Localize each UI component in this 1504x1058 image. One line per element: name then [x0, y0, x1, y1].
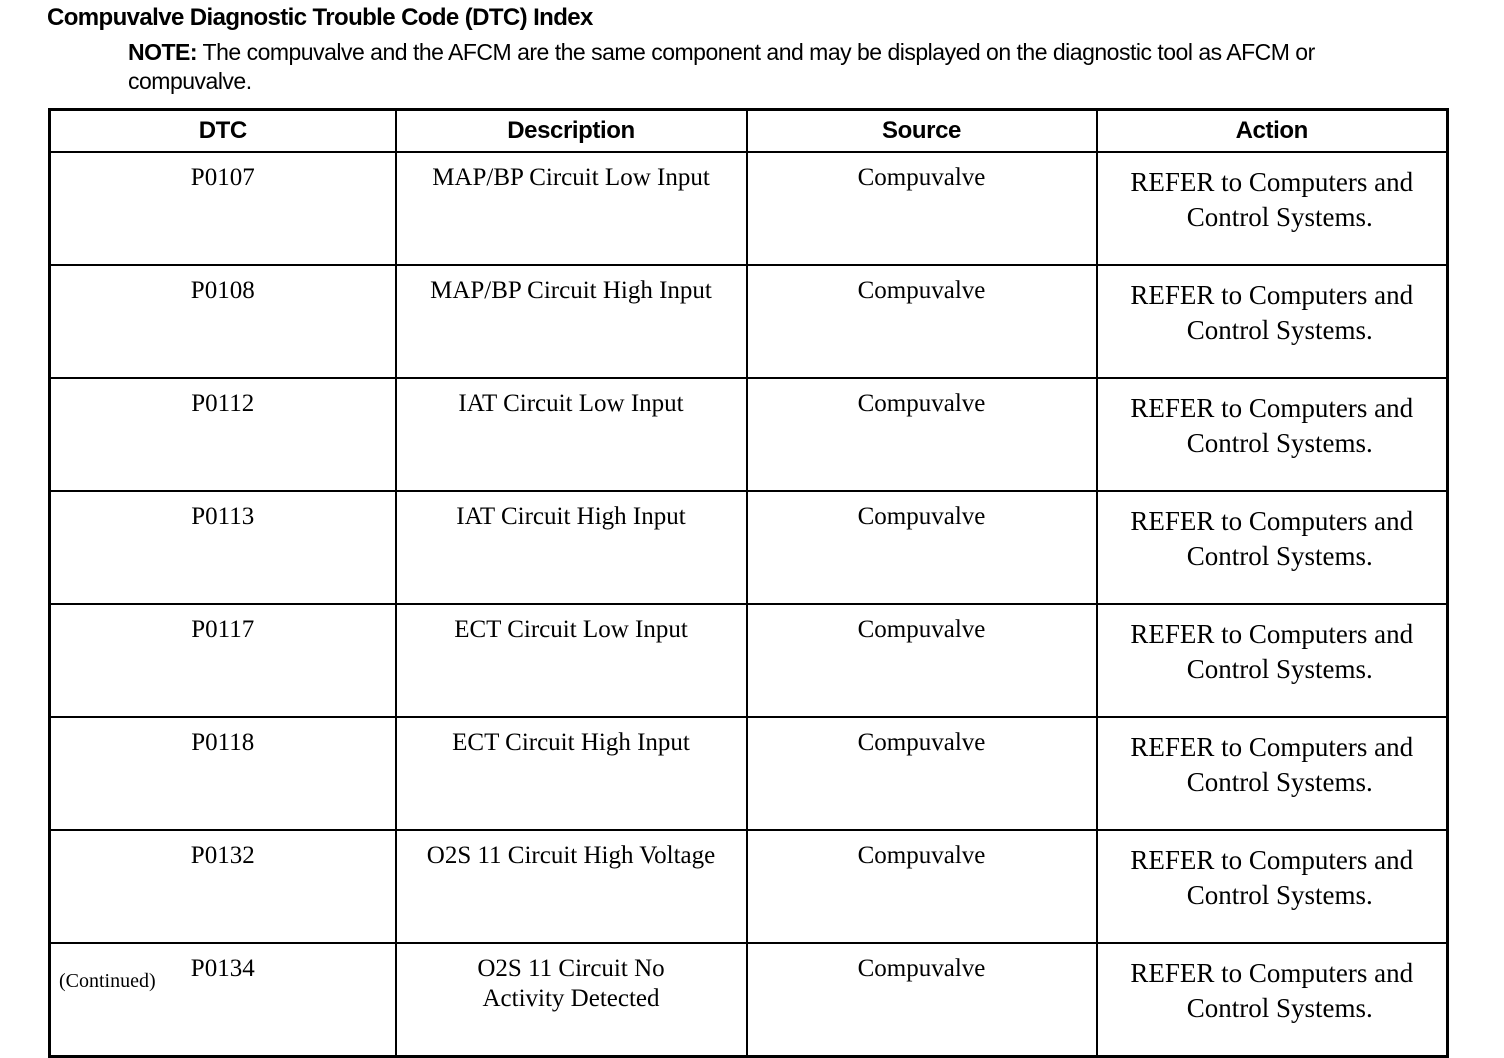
cell-description: MAP/BP Circuit Low Input	[396, 152, 747, 265]
cell-source: Compuvalve	[747, 830, 1097, 943]
header-description: Description	[396, 110, 747, 153]
cell-source: Compuvalve	[747, 604, 1097, 717]
action-line-1: REFER to Computers and	[1130, 845, 1414, 875]
cell-source: Compuvalve	[747, 152, 1097, 265]
cell-description: IAT Circuit High Input	[396, 491, 747, 604]
action-line-2: Control Systems.	[1186, 767, 1373, 797]
cell-action	[1097, 717, 1448, 830]
cell-source: Compuvalve	[747, 491, 1097, 604]
header-dtc: DTC	[50, 110, 396, 153]
cell-action	[1097, 830, 1448, 943]
table-row	[50, 943, 1448, 1057]
cell-source: Compuvalve	[747, 943, 1097, 1057]
cell-dtc: P0118	[50, 717, 396, 830]
cell-source: Compuvalve	[747, 378, 1097, 491]
cell-description: MAP/BP Circuit High Input	[396, 265, 747, 378]
cell-source: Compuvalve	[747, 265, 1097, 378]
cell-description: ECT Circuit High Input	[396, 717, 747, 830]
action-line-2: Control Systems.	[1186, 428, 1373, 458]
cell-dtc: P0134	[50, 943, 396, 1057]
table-row	[50, 604, 1448, 717]
dtc-index-table	[48, 108, 1449, 1058]
cell-dtc: P0132	[50, 830, 396, 943]
action-line-1: REFER to Computers and	[1130, 280, 1414, 310]
table-header-row	[50, 110, 1448, 153]
cell-action	[1097, 152, 1448, 265]
note-text: The compuvalve and the AFCM are the same component and may be displayed on the diagnostic tool as AFCM or compuvalve.	[128, 39, 1315, 94]
cell-description: ECT Circuit Low Input	[396, 604, 747, 717]
continued-label: (Continued)	[59, 970, 156, 992]
cell-action	[1097, 943, 1448, 1057]
table-row	[50, 717, 1448, 830]
table-row	[50, 378, 1448, 491]
cell-action	[1097, 378, 1448, 491]
cell-action	[1097, 604, 1448, 717]
cell-dtc: P0108	[50, 265, 396, 378]
cell-description: IAT Circuit Low Input	[396, 378, 747, 491]
action-line-1: REFER to Computers and	[1130, 958, 1414, 988]
action-line-1: REFER to Computers and	[1130, 619, 1414, 649]
action-line-2: Control Systems.	[1186, 993, 1373, 1023]
table-row	[50, 152, 1448, 265]
cell-source: Compuvalve	[747, 717, 1097, 830]
cell-dtc: P0112	[50, 378, 396, 491]
table-row	[50, 265, 1448, 378]
cell-description: O2S 11 Circuit High Voltage	[396, 830, 747, 943]
note	[128, 38, 1328, 96]
action-line-1: REFER to Computers and	[1130, 732, 1414, 762]
action-line-2: Control Systems.	[1186, 202, 1373, 232]
action-line-2: Control Systems.	[1186, 880, 1373, 910]
action-line-2: Control Systems.	[1186, 541, 1373, 571]
action-line-1: REFER to Computers and	[1130, 167, 1414, 197]
action-line-2: Control Systems.	[1186, 315, 1373, 345]
action-line-1: REFER to Computers and	[1130, 393, 1414, 423]
header-source: Source	[747, 110, 1097, 153]
cell-description: O2S 11 Circuit No Activity Detected	[396, 943, 747, 1057]
note-label: NOTE:	[128, 39, 198, 65]
cell-action	[1097, 265, 1448, 378]
cell-dtc: P0117	[50, 604, 396, 717]
action-line-2: Control Systems.	[1186, 654, 1373, 684]
cell-dtc: P0107	[50, 152, 396, 265]
cell-dtc: P0113	[50, 491, 396, 604]
action-line-1: REFER to Computers and	[1130, 506, 1414, 536]
page-title: Compuvalve Diagnostic Trouble Code (DTC) Index	[47, 4, 593, 31]
cell-action	[1097, 491, 1448, 604]
header-action: Action	[1097, 110, 1448, 153]
table-row	[50, 830, 1448, 943]
table-row	[50, 491, 1448, 604]
